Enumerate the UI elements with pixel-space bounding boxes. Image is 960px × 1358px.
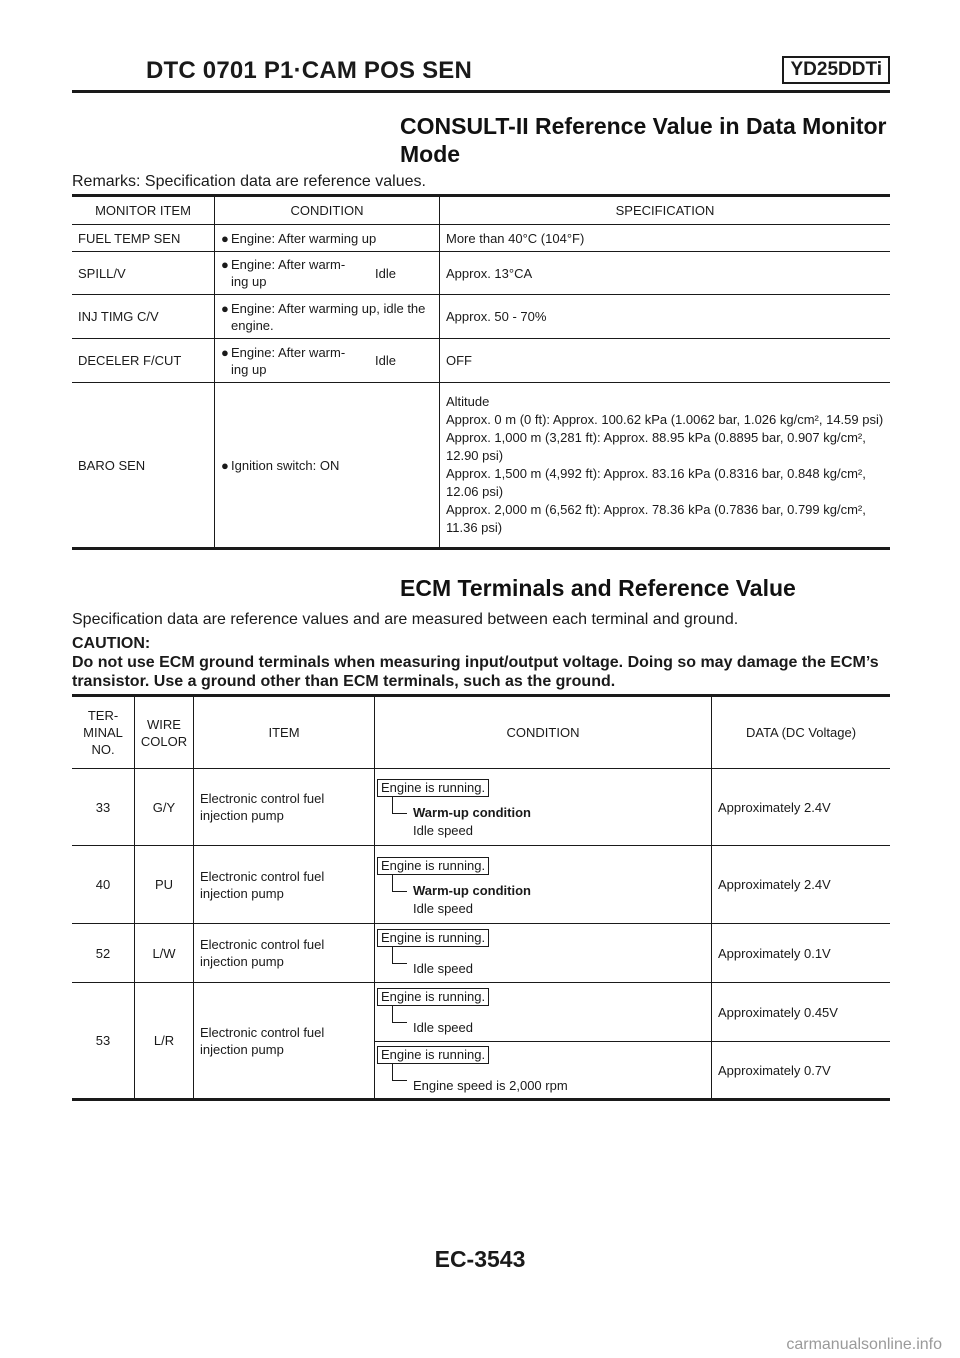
wire-color: G/Y [135, 769, 194, 846]
bullet-icon: ● [221, 457, 229, 473]
item-text: Electronic control fuel injection pump [194, 983, 375, 1100]
table-row [72, 983, 890, 1042]
monitor-item: INJ TIMG C/V [72, 295, 215, 339]
col-monitor-item: MONITOR ITEM [72, 196, 215, 225]
specification: OFF [440, 339, 891, 383]
col-item: ITEM [194, 696, 375, 769]
caution-text: Do not use ECM ground terminals when measuring input/output voltage. Doing so may damage the ECM’s transistor. Use a ground other than ECM terminals, such as the ground. [72, 654, 879, 690]
table-row [72, 769, 890, 846]
wire-color: L/W [135, 924, 194, 983]
condition-cell [215, 225, 440, 252]
bullet-icon: ● [221, 230, 229, 246]
monitor-item: DECELER F/CUT [72, 339, 215, 383]
bullet-icon: ● [221, 257, 229, 272]
specification: Approx. 13°CA [440, 252, 891, 295]
elbow-connector-icon [392, 875, 407, 892]
condition-cell [215, 295, 440, 339]
elbow-connector-icon [392, 1006, 407, 1023]
condition-text: Engine: After warming up [231, 230, 377, 246]
item-text: Electronic control fuel injection pump [194, 846, 375, 924]
condition-cell [375, 924, 712, 983]
table-header-row [72, 696, 890, 769]
table-row [72, 339, 890, 383]
ecm-terminal-table [72, 694, 890, 1101]
section2-title: ECM Terminals and Reference Value [400, 575, 796, 601]
data-value: Approximately 0.45V [712, 983, 891, 1042]
condition-detail: Idle speed [413, 960, 473, 976]
altitude-label: Altitude [446, 394, 490, 409]
baro-spec-line: Approx. 0 m (0 ft): Approx. 100.62 kPa (1.0062 bar, 1.026 kg/cm², 14.59 psi) [446, 412, 884, 427]
page-number: EC-3543 [434, 1246, 526, 1272]
condition-detail: Warm-up condition [413, 882, 531, 898]
condition-detail: Warm-up condition [413, 805, 531, 820]
condition-box: Engine is running. [377, 1046, 489, 1064]
caution-block [72, 634, 894, 691]
terminal-no: 53 [72, 983, 135, 1100]
sub-condition: Idle [369, 339, 440, 383]
col-specification: SPECIFICATION [440, 196, 891, 225]
data-value: Approximately 2.4V [712, 846, 891, 924]
page-header [72, 54, 890, 93]
specification: More than 40°C (104°F) [440, 225, 891, 252]
baro-spec-line: Approx. 2,000 m (6,562 ft): Approx. 78.36 kPa (0.7836 bar, 0.799 kg/cm², 11.36 psi) [446, 502, 866, 535]
specification: Approx. 50 - 70% [440, 295, 891, 339]
table-row [72, 252, 890, 295]
condition-cell [215, 252, 370, 295]
data-value: Approximately 2.4V [712, 769, 891, 846]
col-condition: CONDITION [375, 696, 712, 769]
table-header-row [72, 196, 890, 225]
condition-box: Engine is running. [377, 857, 489, 875]
baro-spec-line: Approx. 1,500 m (4,992 ft): Approx. 83.16 kPa (0.8316 bar, 0.848 kg/cm², 12.06 psi) [446, 466, 866, 499]
table-row [72, 295, 890, 339]
col-wire-color: WIRE COLOR [135, 696, 194, 769]
baro-spec-line: Approx. 1,000 m (3,281 ft): Approx. 88.95 kPa (0.8895 bar, 0.907 kg/cm², 12.90 psi) [446, 430, 866, 463]
monitor-item: SPILL/V [72, 252, 215, 295]
data-value: Approximately 0.1V [712, 924, 891, 983]
monitor-item: BARO SEN [72, 383, 215, 549]
col-condition: CONDITION [215, 196, 440, 225]
condition-cell [215, 383, 440, 549]
condition-cell [215, 339, 370, 383]
condition-box: Engine is running. [377, 779, 489, 797]
item-text: Electronic control fuel injection pump [194, 769, 375, 846]
watermark: carmanualsonline.info [786, 1336, 942, 1353]
sub-condition: Idle [369, 252, 440, 295]
item-text: Electronic control fuel injection pump [194, 924, 375, 983]
condition-cell [375, 846, 712, 924]
caution-label: CAUTION: [72, 635, 151, 652]
condition-cell [375, 983, 712, 1042]
condition-text: Engine: After warm- ing up [231, 344, 346, 377]
section2-note: Specification data are reference values and are measured between each terminal and ground. [72, 611, 739, 628]
table-row [72, 383, 890, 549]
wire-color: PU [135, 846, 194, 924]
condition-text: Engine: After warming up, idle the engine. [231, 300, 426, 333]
header-title: DTC 0701 P1·CAM POS SEN [146, 57, 473, 84]
terminal-no: 40 [72, 846, 135, 924]
table-row [72, 846, 890, 924]
section1-remarks: Remarks: Specification data are reference values. [72, 173, 426, 190]
condition-cell [375, 1042, 712, 1100]
table-row [72, 225, 890, 252]
specification [440, 383, 891, 549]
data-value: Approximately 0.7V [712, 1042, 891, 1100]
condition-text: Engine: After warm- ing up [231, 257, 346, 289]
condition-cell [375, 769, 712, 846]
monitor-item: FUEL TEMP SEN [72, 225, 215, 252]
section1-title: CONSULT-II Reference Value in Data Monitor Mode [400, 113, 887, 167]
elbow-connector-icon [392, 797, 407, 814]
condition-detail: Engine speed is 2,000 rpm [413, 1078, 568, 1093]
model-badge: YD25DDTi [782, 56, 890, 84]
condition-box: Engine is running. [377, 988, 489, 1006]
condition-detail: Idle speed [413, 900, 473, 916]
condition-detail: Idle speed [413, 823, 473, 838]
col-terminal-no: TER- MINAL NO. [72, 696, 135, 769]
table-row [72, 924, 890, 983]
elbow-connector-icon [392, 947, 407, 964]
terminal-no: 33 [72, 769, 135, 846]
terminal-no: 52 [72, 924, 135, 983]
bullet-icon: ● [221, 344, 229, 360]
condition-box: Engine is running. [377, 929, 489, 947]
col-data: DATA (DC Voltage) [712, 696, 891, 769]
consult-reference-table [72, 194, 890, 550]
bullet-icon: ● [221, 300, 229, 316]
condition-text: Ignition switch: ON [231, 457, 340, 473]
wire-color: L/R [135, 983, 194, 1100]
condition-detail: Idle speed [413, 1019, 473, 1035]
elbow-connector-icon [392, 1064, 407, 1081]
